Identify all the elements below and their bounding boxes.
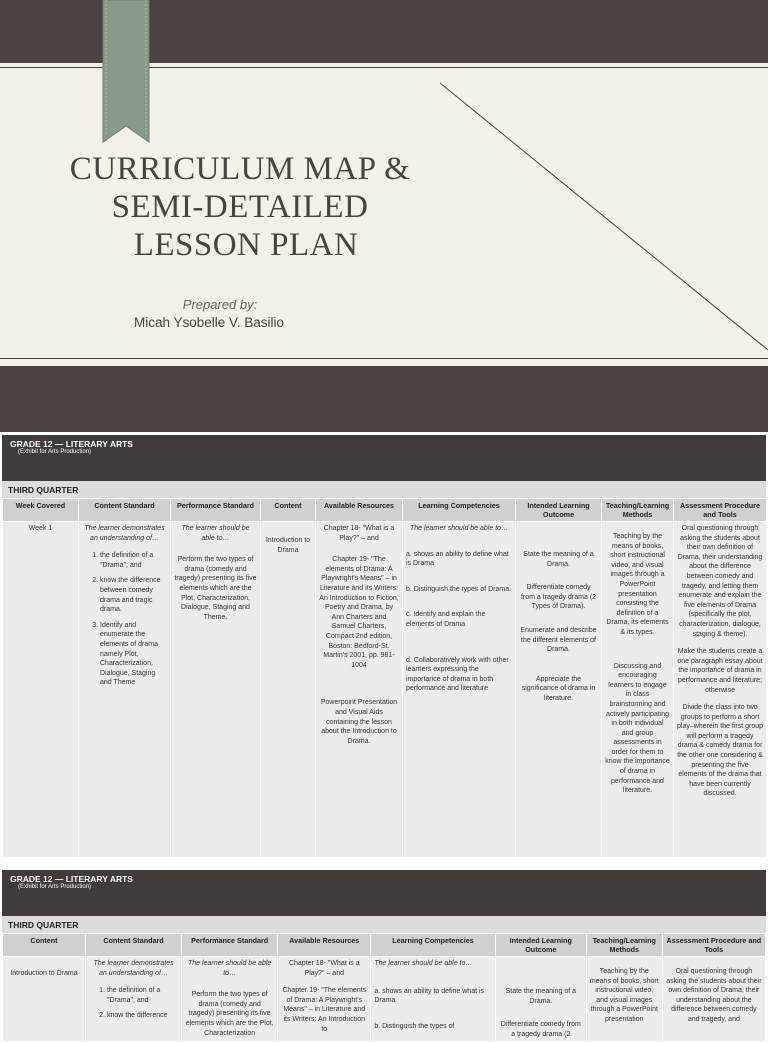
table-row	[3, 957, 766, 1042]
assessment-item: Oral questioning through asking the students about their own definition of Drama, their understanding about the difference between comedy and tragedy, and	[666, 968, 762, 1023]
content-standard-intro: The learner demonstrates an understanding of…	[93, 960, 174, 977]
author-name: Micah Ysobelle V. Basilio	[133, 315, 285, 330]
week-cell	[3, 522, 79, 858]
competency-item: a. shows an ability to define what is Drama	[406, 550, 509, 568]
col-header: Teaching/Learning Methods	[602, 499, 674, 522]
content-standard-list	[89, 986, 178, 1021]
resource-item: Powerpoint Presentation and Visual Aids containing the lesson about the Introduction to Drama.	[320, 699, 398, 745]
content-standard-cell	[79, 522, 171, 858]
assessment-cell	[662, 957, 765, 1042]
method-item: Teaching by the means of books, short instructional video, and visual images through a PowerPoint presentation	[589, 968, 659, 1023]
curriculum-map-sheet-2	[2, 870, 766, 1038]
competencies-intro: The learner should be able to…	[374, 960, 473, 967]
competencies-cell	[403, 522, 516, 858]
method-item: Discussing and encouraging learners to engage in class brainstorming and actively participating in both individual and group assessments in order for them to know the importance of drama in performance and literature.	[605, 662, 670, 795]
resources-cell	[316, 522, 403, 858]
list-item: 1. the definition of a "Drama"; and	[100, 551, 167, 570]
sheet-header	[2, 435, 766, 481]
competency-item: b. Distinguish the types of Drama.	[406, 585, 512, 593]
method-item: Teaching by the means of books, short instructional video, and visual images through a PowerPoint presentation consisting the definition of a Drama, its elements & its types.	[606, 533, 669, 636]
col-header: Intended Learning Outcome	[516, 499, 602, 522]
outcomes-cell	[495, 957, 586, 1042]
grade-subtitle: (Exhibit for Arts Production)	[18, 884, 92, 890]
col-header: Intended Learning Outcome	[495, 934, 586, 957]
competency-item: c. Identify and explain the elements of Drama	[406, 611, 486, 628]
content-standard-cell	[85, 957, 181, 1042]
bottom-rule	[0, 358, 768, 359]
col-header: Teaching/Learning Methods	[586, 934, 662, 957]
resource-item: Chapter 18- "What is a Play?" – and	[288, 960, 360, 977]
col-header: Assessment Procedure and Tools	[662, 934, 765, 957]
outcome-item: Enumerate and describe the different elements of Drama.	[520, 626, 597, 654]
assessment-item: Divide the class into two groups to perform a short play–wherein the first group will perform a tragedy drama & comedy drama for the other one considering & presenting the five elements of the drama that have been currently discussed.	[677, 704, 763, 798]
col-header: Learning Competencies	[371, 934, 495, 957]
resource-item: Chapter 19- "The elements of Drama: A Playwright's Means" – in Literature and its Writers: An Introduction to Fiction, Poetry and Drama, by Ann Charters and Samuel Charters, Compact 2nd edition, Boston: Bedford-St. Martin's 2001, pp. 981-1004	[319, 556, 399, 669]
col-header: Content Standard	[85, 934, 181, 957]
col-header: Performance Standard	[171, 499, 261, 522]
list-item: 3. Identify and enumerate the elements of drama namely Plot, Characterization, Dialogue, Staging and Theme	[100, 621, 167, 688]
grade-label: GRADE 12 — LITERARY ARTS	[10, 439, 133, 449]
competencies-intro: The learner should be able to…	[409, 525, 509, 532]
grade-label: GRADE 12 — LITERARY ARTS	[10, 874, 133, 884]
content-cell	[3, 957, 86, 1042]
outcomes-cell	[516, 522, 602, 858]
outcome-item: Differentiate comedy from a tragedy drama (2 Types of Drama).	[520, 584, 597, 611]
col-header: Available Resources	[316, 499, 403, 522]
assessment-item: Oral questioning through asking the students about their own definition of Drama, their understanding about the difference between comedy and tragedy, and letting them enumerate and explain the five elements of Drama (specifically the plot, characterization, dialogue, staging & theme).	[677, 525, 763, 638]
performance-standard-cell	[182, 957, 278, 1042]
curriculum-map-sheet-1	[2, 435, 766, 858]
list-item: 2. know the difference	[107, 1011, 178, 1021]
competency-item: b. Distinguish the types of	[374, 1022, 455, 1030]
col-header: Content	[3, 934, 86, 957]
resource-item: Chapter 19- "The elements of Drama: A Playwright's Means" – in Literature and its Writers: An Introduction to	[282, 987, 367, 1033]
col-header: Week Covered	[3, 499, 79, 522]
list-item: 2. know the difference between comedy drama and tragic drama.	[100, 576, 167, 614]
col-header: Available Resources	[278, 934, 371, 957]
sheet-header	[2, 870, 766, 916]
resource-item: Chapter 18- "What is a Play?" – and	[323, 525, 395, 542]
content-text: Introduction to Drama	[265, 537, 311, 554]
curriculum-table	[2, 498, 767, 858]
list-item: 1. the definition of a "Drama"; and	[107, 986, 178, 1005]
performance-standard-cell	[171, 522, 261, 858]
competency-item: a. shows an ability to define what is Drama	[374, 987, 485, 1005]
col-header: Learning Competencies	[403, 499, 516, 522]
prepared-by-label: Prepared by:	[182, 297, 258, 312]
col-header: Performance Standard	[182, 934, 278, 957]
quarter-label: THIRD QUARTER	[2, 916, 766, 933]
col-header: Content	[261, 499, 316, 522]
outcome-item: State the meaning of a Drama.	[505, 988, 577, 1005]
quarter-label: THIRD QUARTER	[2, 481, 766, 498]
col-header: Assessment Procedure and Tools	[674, 499, 767, 522]
outcome-item: State the meaning of a Drama.	[523, 551, 594, 568]
content-text: Introduction to Drama	[10, 970, 78, 977]
col-header: Content Standard	[79, 499, 171, 522]
content-standard-intro: The learner demonstrates an understanding of…	[84, 525, 165, 542]
outcome-item: Appreciate the significance of drama in literature.	[521, 675, 596, 702]
table-header-row	[3, 499, 767, 522]
table-header-row	[3, 934, 766, 957]
performance-text: Perform the two types of drama (comedy and tragedy) presenting its five elements which are the Plot, Characterization, Dialogue, Staging and Theme.	[174, 556, 257, 621]
table-row	[3, 522, 767, 858]
assessment-item: Make the students create a one paragraph essay about the importance of drama in performance and literature; otherwise	[677, 648, 763, 694]
grade-subtitle: (Exhibit for Arts Production)	[18, 449, 92, 455]
title-line-2: SEMI-DETAILED	[111, 189, 369, 225]
content-cell	[261, 522, 316, 858]
performance-text: Perform the two types of drama (comedy and tragedy) presenting its five elements which are the Plot, Characterization	[185, 991, 274, 1037]
resources-cell	[278, 957, 371, 1042]
title-slide	[0, 0, 768, 432]
title-line-3: LESSON PLAN	[133, 227, 359, 263]
week-text: Week 1	[28, 525, 53, 532]
content-standard-list	[82, 551, 167, 688]
title-line-1: CURRICULUM MAP &	[69, 151, 411, 187]
performance-intro: The learner should be able to…	[181, 525, 250, 542]
methods-cell	[602, 522, 674, 858]
bottom-band	[0, 366, 768, 432]
methods-cell	[586, 957, 662, 1042]
competency-item: d. Collaboratively work with other learners expressing the importance of drama in both performance and literature	[406, 656, 509, 693]
outcome-item: Differentiate comedy from a tragedy drama (2	[500, 1021, 581, 1038]
assessment-cell	[674, 522, 767, 858]
curriculum-table	[2, 933, 766, 1042]
performance-intro: The learner should be able to…	[188, 960, 272, 977]
page-title	[20, 150, 460, 264]
competencies-cell	[371, 957, 495, 1042]
